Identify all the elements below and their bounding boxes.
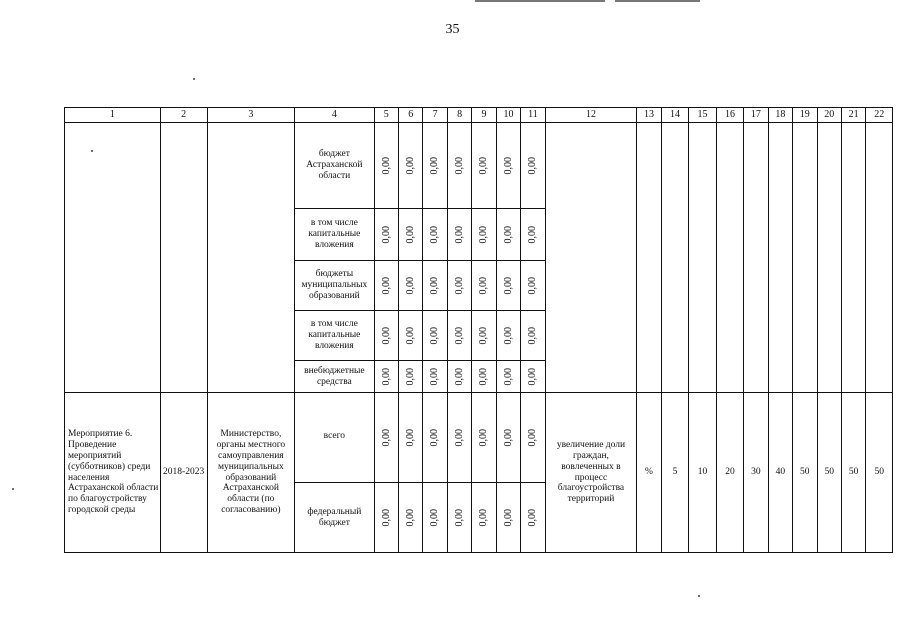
amount-cell: 0,00 [423, 483, 447, 553]
empty-cell [866, 123, 893, 393]
amount-cell: 0,00 [521, 361, 545, 393]
measure-title: Мероприятие 6. Проведение мероприятий (субботников) среди населения Астраханской области по благоустройству городской среды [65, 393, 161, 553]
empty-cell [207, 123, 295, 393]
column-header: 13 [637, 108, 661, 123]
scan-speck [193, 78, 195, 80]
empty-cell [744, 123, 768, 393]
column-header: 12 [545, 108, 637, 123]
amount-cell: 0,00 [496, 311, 520, 361]
amount-cell: 0,00 [472, 393, 496, 483]
amount-cell: 0,00 [496, 261, 520, 311]
amount-cell: 0,00 [521, 123, 545, 209]
page-number: 35 [445, 22, 460, 37]
amount-cell: 0,00 [521, 261, 545, 311]
amount-cell: 0,00 [374, 261, 398, 311]
amount-cell: 0,00 [399, 209, 423, 261]
amount-cell: 0,00 [374, 123, 398, 209]
amount-cell: 0,00 [472, 123, 496, 209]
column-header: 1 [65, 108, 161, 123]
amount-cell: 0,00 [399, 393, 423, 483]
column-header: 6 [399, 108, 423, 123]
amount-cell: 0,00 [374, 483, 398, 553]
target-value: 50 [793, 393, 817, 553]
amount-cell: 0,00 [399, 123, 423, 209]
amount-cell: 0,00 [472, 261, 496, 311]
amount-cell: 0,00 [423, 361, 447, 393]
amount-cell: 0,00 [399, 311, 423, 361]
column-header: 21 [841, 108, 865, 123]
amount-cell: 0,00 [496, 209, 520, 261]
empty-cell [768, 123, 792, 393]
funding-source-label: внебюджетные средства [295, 361, 374, 393]
column-header: 22 [866, 108, 893, 123]
empty-cell [793, 123, 817, 393]
column-number-row [65, 108, 893, 123]
amount-cell: 0,00 [374, 209, 398, 261]
column-header: 9 [472, 108, 496, 123]
funding-source-label: в том числе капитальные вложения [295, 209, 374, 261]
funding-source-label: всего [295, 393, 374, 483]
amount-cell: 0,00 [496, 483, 520, 553]
empty-cell [545, 123, 637, 393]
column-header: 11 [521, 108, 545, 123]
empty-cell [716, 123, 743, 393]
empty-cell [817, 123, 841, 393]
amount-cell: 0,00 [472, 311, 496, 361]
amount-cell: 0,00 [399, 483, 423, 553]
amount-cell: 0,00 [423, 209, 447, 261]
column-header: 10 [496, 108, 520, 123]
empty-cell [65, 123, 161, 393]
funding-source-label: федеральный бюджет [295, 483, 374, 553]
funding-source-label: бюджеты муниципальных образований [295, 261, 374, 311]
scan-speck [698, 595, 700, 597]
empty-cell [637, 123, 661, 393]
measure-executor: Министерство, органы местного самоуправления муниципальных образований Астраханской области (по согласованию) [207, 393, 295, 553]
amount-cell: 0,00 [447, 123, 471, 209]
target-value: 40 [768, 393, 792, 553]
amount-cell: 0,00 [521, 483, 545, 553]
column-header: 20 [817, 108, 841, 123]
target-value: 50 [841, 393, 865, 553]
empty-cell [661, 123, 688, 393]
table-row [65, 393, 893, 483]
amount-cell: 0,00 [447, 483, 471, 553]
amount-cell: 0,00 [496, 123, 520, 209]
column-header: 4 [295, 108, 374, 123]
target-value: 5 [661, 393, 688, 553]
table-row [65, 123, 893, 209]
scan-speck [12, 488, 14, 490]
column-header: 7 [423, 108, 447, 123]
amount-cell: 0,00 [521, 393, 545, 483]
target-value: 50 [866, 393, 893, 553]
column-header: 16 [716, 108, 743, 123]
target-value: 10 [689, 393, 716, 553]
column-header: 19 [793, 108, 817, 123]
funding-source-label: в том числе капитальные вложения [295, 311, 374, 361]
amount-cell: 0,00 [521, 209, 545, 261]
empty-cell [689, 123, 716, 393]
target-value: 30 [744, 393, 768, 553]
target-value: 20 [716, 393, 743, 553]
amount-cell: 0,00 [521, 311, 545, 361]
amount-cell: 0,00 [447, 361, 471, 393]
amount-cell: 0,00 [472, 483, 496, 553]
scan-edge-line [615, 0, 700, 2]
amount-cell: 0,00 [423, 311, 447, 361]
program-table [64, 107, 893, 553]
amount-cell: 0,00 [496, 393, 520, 483]
amount-cell: 0,00 [447, 261, 471, 311]
column-header: 3 [207, 108, 295, 123]
column-header: 14 [661, 108, 688, 123]
amount-cell: 0,00 [374, 361, 398, 393]
amount-cell: 0,00 [447, 209, 471, 261]
column-header: 15 [689, 108, 716, 123]
amount-cell: 0,00 [423, 261, 447, 311]
amount-cell: 0,00 [423, 393, 447, 483]
amount-cell: 0,00 [399, 361, 423, 393]
column-header: 2 [160, 108, 207, 123]
measure-period: 2018-2023 [160, 393, 207, 553]
amount-cell: 0,00 [472, 209, 496, 261]
column-header: 8 [447, 108, 471, 123]
funding-source-label: бюджет Астраханской области [295, 123, 374, 209]
amount-cell: 0,00 [447, 311, 471, 361]
empty-cell [160, 123, 207, 393]
indicator-name: увеличение доли граждан, вовлеченных в процесс благоустройства территорий [545, 393, 637, 553]
amount-cell: 0,00 [447, 393, 471, 483]
amount-cell: 0,00 [423, 123, 447, 209]
column-header: 18 [768, 108, 792, 123]
amount-cell: 0,00 [472, 361, 496, 393]
scan-edge-line [475, 0, 605, 2]
amount-cell: 0,00 [399, 261, 423, 311]
amount-cell: 0,00 [374, 393, 398, 483]
empty-cell [841, 123, 865, 393]
column-header: 5 [374, 108, 398, 123]
amount-cell: 0,00 [496, 361, 520, 393]
column-header: 17 [744, 108, 768, 123]
target-value: 50 [817, 393, 841, 553]
amount-cell: 0,00 [374, 311, 398, 361]
indicator-unit: % [637, 393, 661, 553]
